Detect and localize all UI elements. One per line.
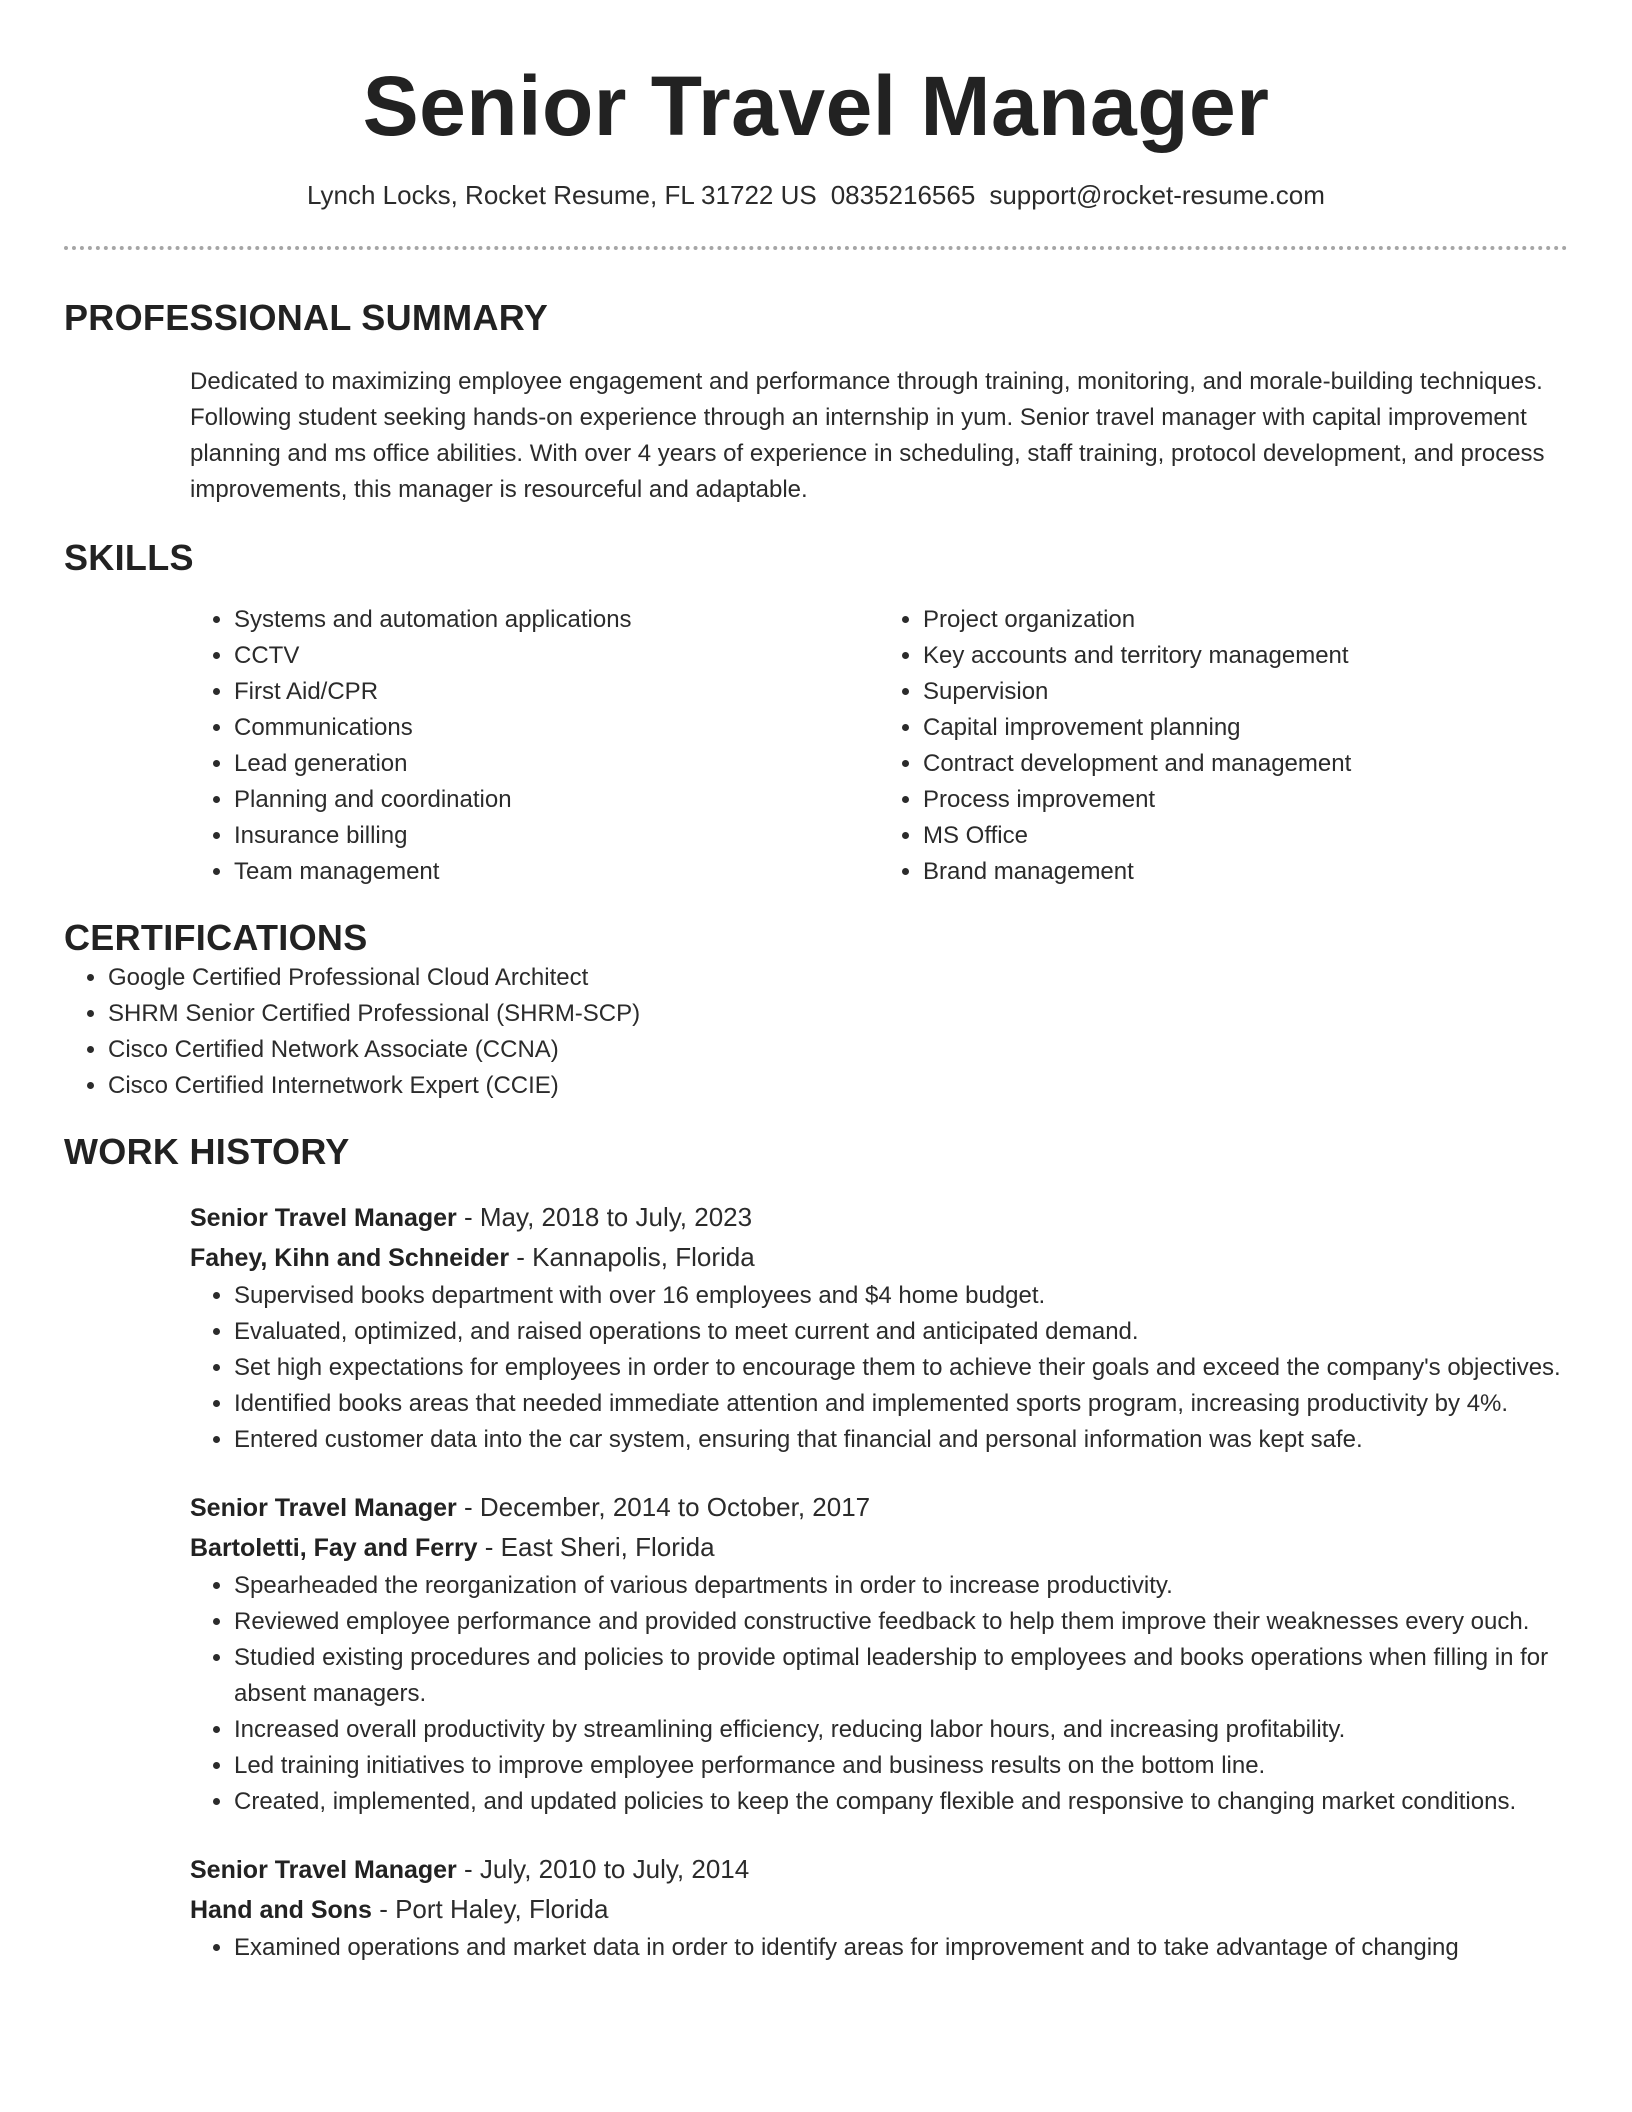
skill-item: • Lead generation bbox=[234, 746, 879, 782]
skill-item: • Contract development and management bbox=[923, 746, 1568, 782]
certifications-section bbox=[64, 916, 1568, 1104]
job-entry bbox=[190, 1198, 1568, 1458]
certification-item: • SHRM Senior Certified Professional (SHRM-SCP) bbox=[108, 996, 1568, 1032]
contact-address: Lynch Locks, Rocket Resume, FL 31722 US bbox=[307, 180, 817, 210]
skill-item: • Project organization bbox=[923, 602, 1568, 638]
job-entry bbox=[190, 1850, 1568, 1966]
skills-title: SKILLS bbox=[64, 537, 194, 578]
certifications-title: CERTIFICATIONS bbox=[64, 917, 368, 958]
job-role-line bbox=[190, 1488, 1568, 1528]
work-history-section bbox=[64, 1130, 1568, 1966]
job-bullet: • Spearheaded the reorganization of various departments in order to increase productivity. bbox=[234, 1568, 1568, 1604]
job-role-line bbox=[190, 1850, 1568, 1890]
job-bullet: • Led training initiatives to improve employee performance and business results on the bottom line. bbox=[234, 1748, 1568, 1784]
skill-item: • Planning and coordination bbox=[234, 782, 879, 818]
skill-item: • First Aid/CPR bbox=[234, 674, 879, 710]
job-dates: - July, 2010 to July, 2014 bbox=[456, 1854, 750, 1884]
skills-list-right bbox=[879, 602, 1568, 890]
job-role-line bbox=[190, 1198, 1568, 1238]
summary-title: PROFESSIONAL SUMMARY bbox=[64, 297, 549, 338]
certifications-list bbox=[64, 960, 1568, 1104]
skill-item: • CCTV bbox=[234, 638, 879, 674]
certification-item: • Google Certified Professional Cloud Architect bbox=[108, 960, 1568, 996]
job-role: Senior Travel Manager bbox=[190, 1856, 457, 1884]
job-location: - East Sheri, Florida bbox=[477, 1532, 715, 1562]
job-bullets bbox=[190, 1568, 1568, 1820]
job-company-line bbox=[190, 1238, 1568, 1278]
job-company-line bbox=[190, 1890, 1568, 1930]
job-bullets bbox=[190, 1278, 1568, 1458]
skill-item: • Insurance billing bbox=[234, 818, 879, 854]
job-company: Bartoletti, Fay and Ferry bbox=[190, 1534, 478, 1562]
job-bullet: • Entered customer data into the car system, ensuring that financial and personal information was kept safe. bbox=[234, 1422, 1568, 1458]
job-location: - Port Haley, Florida bbox=[371, 1894, 609, 1924]
work-history-title: WORK HISTORY bbox=[64, 1131, 350, 1172]
job-bullet: • Created, implemented, and updated policies to keep the company flexible and responsive to changing market conditions. bbox=[234, 1784, 1568, 1820]
job-bullets bbox=[190, 1930, 1568, 1966]
skill-item: • Team management bbox=[234, 854, 879, 890]
skill-item: • Supervision bbox=[923, 674, 1568, 710]
job-entry bbox=[190, 1488, 1568, 1820]
skill-item: • MS Office bbox=[923, 818, 1568, 854]
resume-header bbox=[64, 0, 1568, 212]
job-bullet: • Examined operations and market data in order to identify areas for improvement and to take advantage of changing bbox=[234, 1930, 1568, 1966]
job-dates: - May, 2018 to July, 2023 bbox=[456, 1202, 753, 1232]
job-location: - Kannapolis, Florida bbox=[509, 1242, 755, 1272]
job-bullet: • Identified books areas that needed immediate attention and implemented sports program, increasing productivity by 4%. bbox=[234, 1386, 1568, 1422]
job-dates: - December, 2014 to October, 2017 bbox=[456, 1492, 871, 1522]
skills-section bbox=[64, 536, 1568, 890]
job-company-line bbox=[190, 1528, 1568, 1568]
certification-item: • Cisco Certified Internetwork Expert (CCIE) bbox=[108, 1068, 1568, 1104]
skill-item: • Process improvement bbox=[923, 782, 1568, 818]
skill-item: • Key accounts and territory management bbox=[923, 638, 1568, 674]
skills-list-left bbox=[190, 602, 879, 890]
job-bullet: • Studied existing procedures and policies to provide optimal leadership to employees and books operations when filling in for absent managers. bbox=[234, 1640, 1568, 1712]
certification-item: • Cisco Certified Network Associate (CCNA) bbox=[108, 1032, 1568, 1068]
skill-item: • Brand management bbox=[923, 854, 1568, 890]
contact-email: support@rocket-resume.com bbox=[989, 180, 1325, 210]
job-bullet: • Set high expectations for employees in order to encourage them to achieve their goals and exceed the company's objectives. bbox=[234, 1350, 1568, 1386]
job-company: Fahey, Kihn and Schneider bbox=[190, 1244, 510, 1272]
job-company: Hand and Sons bbox=[190, 1896, 372, 1924]
summary-text: Dedicated to maximizing employee engagement and performance through training, monitoring, and morale-building techniques. Following student seeking hands-on experience through an internship in yum. Senior travel manager with capital improvement planning and ms office abilities. With over 4 years of experience in scheduling, staff training, protocol development, and process improvements, this manager is resourceful and adaptable. bbox=[190, 368, 1545, 503]
header-divider bbox=[64, 246, 1568, 250]
job-role: Senior Travel Manager bbox=[190, 1204, 457, 1232]
skill-item: • Capital improvement planning bbox=[923, 710, 1568, 746]
contact-line bbox=[64, 178, 1568, 212]
skills-columns bbox=[190, 602, 1568, 890]
contact-phone: 0835216565 bbox=[830, 180, 976, 210]
skill-item: • Communications bbox=[234, 710, 879, 746]
candidate-name: Senior Travel Manager bbox=[362, 59, 1270, 153]
job-role: Senior Travel Manager bbox=[190, 1494, 457, 1522]
summary-section bbox=[64, 296, 1568, 508]
skill-item: • Systems and automation applications bbox=[234, 602, 879, 638]
job-bullet: • Supervised books department with over 16 employees and $4 home budget. bbox=[234, 1278, 1568, 1314]
job-bullet: • Increased overall productivity by streamlining efficiency, reducing labor hours, and increasing profitability. bbox=[234, 1712, 1568, 1748]
job-bullet: • Evaluated, optimized, and raised operations to meet current and anticipated demand. bbox=[234, 1314, 1568, 1350]
job-bullet: • Reviewed employee performance and provided constructive feedback to help them improve their weaknesses every ouch. bbox=[234, 1604, 1568, 1640]
